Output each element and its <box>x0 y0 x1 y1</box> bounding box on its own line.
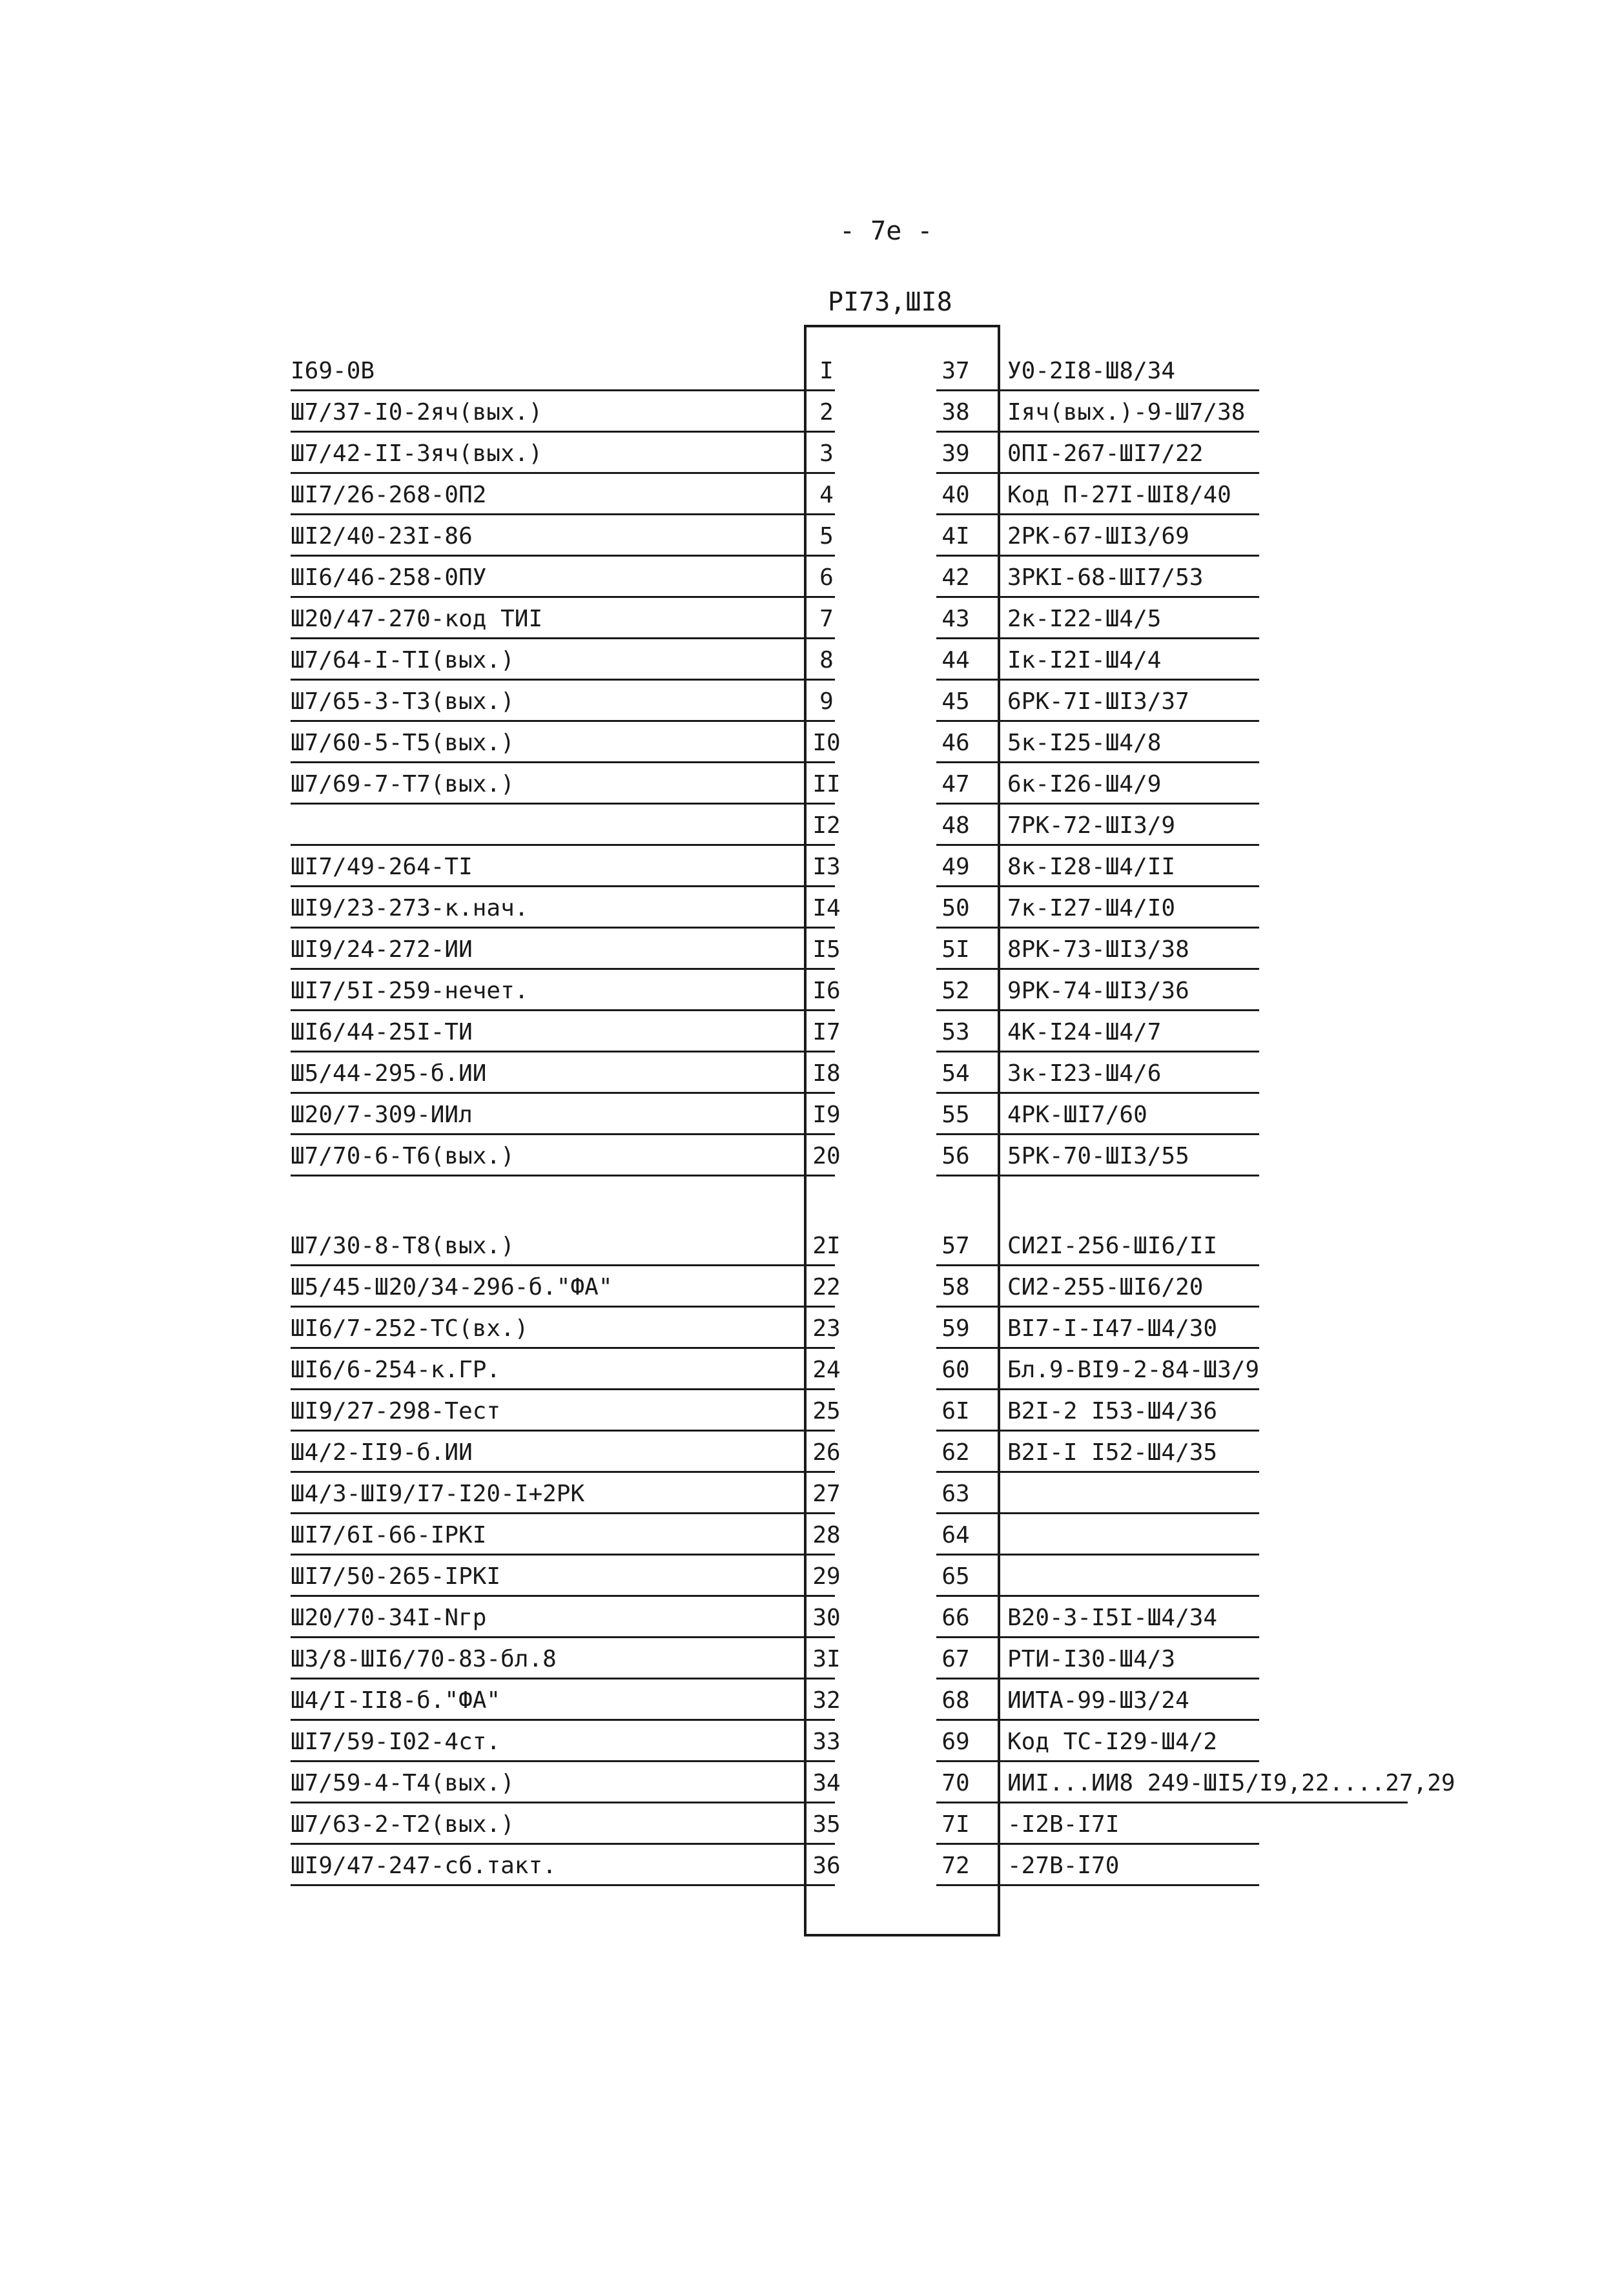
left-pin-line <box>291 720 835 722</box>
left-pin-number: 9 <box>819 688 834 715</box>
right-pin-line <box>936 927 1259 929</box>
left-pin-number: I7 <box>812 1019 841 1045</box>
left-pin-label: ШI7/49-264-TI <box>291 854 473 880</box>
right-pin-line <box>936 472 1259 474</box>
left-pin-number: 2 <box>819 399 834 426</box>
left-pin-label: ШI7/59-I02-4ст. <box>291 1729 501 1755</box>
left-pin-line <box>291 1430 835 1432</box>
left-pin-number: I2 <box>812 812 841 839</box>
right-pin-label: 4РК-ШI7/60 <box>1007 1102 1147 1128</box>
right-pin-number: 42 <box>941 564 970 591</box>
left-pin-number: 8 <box>819 647 834 673</box>
right-pin-line <box>936 1678 1259 1679</box>
right-pin-line <box>936 1347 1259 1349</box>
left-pin-label: Ш7/59-4-T4(вых.) <box>291 1770 515 1796</box>
right-pin-line <box>936 1512 1259 1514</box>
right-pin-number: 65 <box>941 1563 970 1590</box>
left-pin-number: I4 <box>812 895 841 921</box>
right-pin-number: 5I <box>941 936 970 963</box>
left-pin-number: 26 <box>812 1439 841 1466</box>
right-pin-label: Бл.9-BI9-2-84-Ш3/9 <box>1007 1357 1260 1383</box>
right-pin-line <box>936 1884 1259 1886</box>
right-pin-line <box>936 1264 1259 1266</box>
right-pin-number: 67 <box>941 1646 970 1672</box>
right-pin-number: 40 <box>941 482 970 508</box>
right-pin-line <box>936 1306 1259 1308</box>
left-pin-label: Ш3/8-ШI6/70-83-бл.8 <box>291 1646 557 1672</box>
right-pin-number: 43 <box>941 606 970 632</box>
left-pin-number: 34 <box>812 1770 841 1796</box>
left-pin-number: I9 <box>812 1102 841 1128</box>
right-pin-number: 48 <box>941 812 970 839</box>
left-pin-label: Ш7/69-7-T7(вых.) <box>291 771 515 797</box>
left-pin-label: Ш7/42-II-3яч(вых.) <box>291 440 543 467</box>
right-pin-label: 8РК-73-ШI3/38 <box>1007 936 1189 963</box>
left-pin-label: Ш4/I-II8-б."ФА" <box>291 1687 501 1714</box>
left-pin-line <box>291 1051 835 1053</box>
left-pin-number: 28 <box>812 1522 841 1548</box>
left-pin-number: II <box>812 771 841 797</box>
left-pin-label: Ш7/30-8-T8(вых.) <box>291 1233 515 1259</box>
right-pin-label: СИ2-255-ШI6/20 <box>1007 1274 1204 1300</box>
right-pin-number: 63 <box>941 1481 970 1507</box>
right-pin-label: Iк-I2I-Ш4/4 <box>1007 647 1162 673</box>
right-pin-line <box>936 1595 1259 1597</box>
left-pin-line <box>291 1843 835 1845</box>
left-pin-line <box>291 1802 835 1803</box>
left-pin-label: ШI6/46-258-0ПУ <box>291 564 487 591</box>
left-pin-number: 29 <box>812 1563 841 1590</box>
right-pin-number: 50 <box>941 895 970 921</box>
left-pin-label: ШI6/6-254-к.ГР. <box>291 1357 501 1383</box>
left-pin-line <box>291 513 835 515</box>
left-pin-label: ШI9/24-272-ИИ <box>291 936 473 963</box>
right-pin-label: 3РКI-68-ШI7/53 <box>1007 564 1204 591</box>
right-pin-label: 7к-I27-Ш4/I0 <box>1007 895 1176 921</box>
right-pin-line <box>936 1388 1259 1390</box>
left-pin-label: ШI7/26-268-0П2 <box>291 482 487 508</box>
left-pin-label: I69-0B <box>291 358 375 384</box>
left-pin-label: ШI7/50-265-IРКI <box>291 1563 501 1590</box>
left-pin-label: ШI9/27-298-Тест <box>291 1398 501 1424</box>
right-pin-number: 45 <box>941 688 970 715</box>
right-pin-line <box>936 1843 1259 1845</box>
left-pin-line <box>291 637 835 639</box>
right-pin-number: 56 <box>941 1143 970 1169</box>
left-pin-number: I0 <box>812 730 841 756</box>
right-pin-number: 59 <box>941 1315 970 1342</box>
right-pin-number: 49 <box>941 854 970 880</box>
left-pin-label: Ш20/7-309-ИИл <box>291 1102 473 1128</box>
right-pin-line <box>936 596 1259 598</box>
right-pin-number: 53 <box>941 1019 970 1045</box>
right-pin-number: 64 <box>941 1522 970 1548</box>
left-pin-label: Ш5/45-Ш20/34-296-б."ФА" <box>291 1274 613 1300</box>
right-pin-number: 4I <box>941 523 970 549</box>
left-pin-number: 4 <box>819 482 834 508</box>
left-pin-number: 23 <box>812 1315 841 1342</box>
left-pin-number: 27 <box>812 1481 841 1507</box>
right-pin-number: 57 <box>941 1233 970 1259</box>
left-pin-line <box>291 1760 835 1762</box>
right-pin-label: Код П-27I-ШI8/40 <box>1007 482 1231 508</box>
left-pin-line <box>291 1636 835 1638</box>
left-pin-number: 5 <box>819 523 834 549</box>
left-pin-label: Ш7/64-I-TI(вых.) <box>291 647 515 673</box>
left-pin-line <box>291 555 835 557</box>
right-pin-label: ИИТА-99-Ш3/24 <box>1007 1687 1189 1714</box>
right-pin-line <box>936 513 1259 515</box>
left-pin-label: Ш7/63-2-T2(вых.) <box>291 1811 515 1838</box>
left-pin-line <box>291 844 835 846</box>
left-pin-label: Ш20/70-34I-Nгр <box>291 1605 487 1631</box>
left-pin-number: 25 <box>812 1398 841 1424</box>
left-pin-line <box>291 1512 835 1514</box>
left-pin-number: 2I <box>812 1233 841 1259</box>
right-pin-label: ИИI...ИИ8 249-ШI5/I9,22....27,29 <box>1007 1770 1455 1796</box>
right-pin-line <box>936 1009 1259 1011</box>
right-pin-number: 66 <box>941 1605 970 1631</box>
right-pin-label: СИ2I-256-ШI6/II <box>1007 1233 1218 1259</box>
right-pin-number: 6I <box>941 1398 970 1424</box>
left-pin-label: ШI6/44-25I-ТИ <box>291 1019 473 1045</box>
right-pin-label: -27B-I70 <box>1007 1853 1120 1879</box>
left-pin-number: 7 <box>819 606 834 632</box>
right-pin-number: 72 <box>941 1853 970 1879</box>
right-pin-label: 5к-I25-Ш4/8 <box>1007 730 1162 756</box>
right-pin-label: РТИ-I30-Ш4/3 <box>1007 1646 1176 1672</box>
right-pin-line <box>936 1175 1259 1176</box>
right-pin-label: Iяч(вых.)-9-Ш7/38 <box>1007 399 1246 426</box>
right-pin-number: 60 <box>941 1357 970 1383</box>
left-pin-label: Ш5/44-295-б.ИИ <box>291 1060 487 1087</box>
right-pin-line <box>936 720 1259 722</box>
left-pin-line <box>291 389 835 391</box>
right-pin-label: BI7-I-I47-Ш4/30 <box>1007 1315 1218 1342</box>
left-pin-line <box>291 1884 835 1886</box>
left-pin-line <box>291 968 835 970</box>
left-pin-label: ШI6/7-252-ТС(вх.) <box>291 1315 529 1342</box>
left-pin-line <box>291 885 835 887</box>
left-pin-label: ШI2/40-23I-86 <box>291 523 473 549</box>
left-pin-line <box>291 472 835 474</box>
right-pin-label: 9РК-74-ШI3/36 <box>1007 978 1189 1004</box>
left-pin-label: ШI7/5I-259-нечет. <box>291 978 529 1004</box>
left-pin-line <box>291 927 835 929</box>
left-pin-number: I5 <box>812 936 841 963</box>
right-pin-number: 54 <box>941 1060 970 1087</box>
right-pin-line <box>936 1554 1259 1556</box>
left-pin-number: I3 <box>812 854 841 880</box>
left-pin-line <box>291 1347 835 1349</box>
left-pin-label: ШI7/6I-66-IРКI <box>291 1522 487 1548</box>
right-pin-line <box>936 885 1259 887</box>
left-pin-number: 20 <box>812 1143 841 1169</box>
right-pin-line <box>936 761 1259 763</box>
left-pin-line <box>291 803 835 805</box>
left-pin-label: ШI9/23-273-к.нач. <box>291 895 529 921</box>
right-pin-number: 39 <box>941 440 970 467</box>
right-pin-line <box>936 844 1259 846</box>
right-pin-number: 52 <box>941 978 970 1004</box>
right-pin-line <box>936 968 1259 970</box>
right-pin-number: 68 <box>941 1687 970 1714</box>
left-pin-number: 3 <box>819 440 834 467</box>
left-pin-number: 36 <box>812 1853 841 1879</box>
left-pin-number: 3I <box>812 1646 841 1672</box>
right-pin-line <box>936 555 1259 557</box>
right-pin-line <box>936 431 1259 433</box>
right-pin-label: 7РК-72-ШI3/9 <box>1007 812 1176 839</box>
right-pin-label: 4К-I24-Ш4/7 <box>1007 1019 1162 1045</box>
left-pin-line <box>291 1264 835 1266</box>
left-pin-label: Ш4/3-ШI9/I7-I20-I+2РК <box>291 1481 585 1507</box>
right-pin-line <box>936 637 1259 639</box>
left-pin-label: Ш7/60-5-T5(вых.) <box>291 730 515 756</box>
right-pin-label: 8к-I28-Ш4/II <box>1007 854 1176 880</box>
right-pin-number: 69 <box>941 1729 970 1755</box>
right-pin-line <box>936 1636 1259 1638</box>
left-pin-label: ШI9/47-247-сб.такт. <box>291 1853 557 1879</box>
left-pin-line <box>291 761 835 763</box>
left-pin-number: 30 <box>812 1605 841 1631</box>
right-pin-label: 6к-I26-Ш4/9 <box>1007 771 1162 797</box>
right-pin-label: 5РК-70-ШI3/55 <box>1007 1143 1189 1169</box>
left-pin-line <box>291 1133 835 1135</box>
right-pin-line <box>936 1133 1259 1135</box>
right-pin-number: 47 <box>941 771 970 797</box>
right-label-separator <box>998 362 1000 1885</box>
left-pin-line <box>291 1306 835 1308</box>
right-pin-label: 3к-I23-Ш4/6 <box>1007 1060 1162 1087</box>
right-pin-label: 0ПI-267-ШI7/22 <box>1007 440 1204 467</box>
right-pin-label: 6РК-7I-ШI3/37 <box>1007 688 1189 715</box>
left-pin-line <box>291 1678 835 1679</box>
left-pin-label: Ш4/2-II9-б.ИИ <box>291 1439 473 1466</box>
left-pin-number: 33 <box>812 1729 841 1755</box>
left-pin-line <box>291 1009 835 1011</box>
right-pin-line <box>936 1471 1259 1473</box>
left-pin-number: 24 <box>812 1357 841 1383</box>
right-pin-number: 55 <box>941 1102 970 1128</box>
left-pin-number: I6 <box>812 978 841 1004</box>
right-pin-label: -I2B-I7I <box>1007 1811 1120 1838</box>
left-pin-line <box>291 596 835 598</box>
right-pin-line <box>936 1802 1408 1803</box>
left-pin-line <box>291 1595 835 1597</box>
left-pin-line <box>291 679 835 681</box>
right-pin-number: 46 <box>941 730 970 756</box>
left-pin-line <box>291 1388 835 1390</box>
left-pin-number: I <box>819 358 834 384</box>
left-pin-line <box>291 1719 835 1721</box>
right-pin-number: 58 <box>941 1274 970 1300</box>
right-pin-label: Код ТС-I29-Ш4/2 <box>1007 1729 1218 1755</box>
left-pin-label: Ш7/70-6-T6(вых.) <box>291 1143 515 1169</box>
left-pin-line <box>291 1471 835 1473</box>
right-pin-label: У0-2I8-Ш8/34 <box>1007 358 1176 384</box>
right-pin-line <box>936 1719 1259 1721</box>
left-pin-line <box>291 1092 835 1094</box>
right-pin-label: B2I-I I52-Ш4/35 <box>1007 1439 1218 1466</box>
page-number: - 7e - <box>839 216 933 246</box>
left-pin-line <box>291 1554 835 1556</box>
left-pin-label: Ш7/65-3-T3(вых.) <box>291 688 515 715</box>
right-pin-label: 2РК-67-ШI3/69 <box>1007 523 1189 549</box>
right-pin-line <box>936 1430 1259 1432</box>
right-pin-number: 70 <box>941 1770 970 1796</box>
left-pin-label: Ш7/37-I0-2яч(вых.) <box>291 399 543 426</box>
left-pin-number: 35 <box>812 1811 841 1838</box>
left-pin-line <box>291 1175 835 1176</box>
right-pin-number: 62 <box>941 1439 970 1466</box>
left-pin-line <box>291 431 835 433</box>
right-pin-line <box>936 1051 1259 1053</box>
right-pin-line <box>936 389 1259 391</box>
right-pin-line <box>936 803 1259 805</box>
right-pin-line <box>936 679 1259 681</box>
right-pin-number: 44 <box>941 647 970 673</box>
right-pin-label: 2к-I22-Ш4/5 <box>1007 606 1162 632</box>
left-pin-number: 22 <box>812 1274 841 1300</box>
right-pin-label: B20-3-I5I-Ш4/34 <box>1007 1605 1218 1631</box>
right-pin-line <box>936 1760 1259 1762</box>
left-pin-number: 32 <box>812 1687 841 1714</box>
right-pin-number: 37 <box>941 358 970 384</box>
connector-title: PI73,ШI8 <box>828 287 952 317</box>
left-pin-number: 6 <box>819 564 834 591</box>
right-pin-label: B2I-2 I53-Ш4/36 <box>1007 1398 1218 1424</box>
left-pin-number: I8 <box>812 1060 841 1087</box>
right-pin-line <box>936 1092 1259 1094</box>
left-pin-label: Ш20/47-270-код ТИI <box>291 606 543 632</box>
right-pin-number: 7I <box>941 1811 970 1838</box>
right-pin-number: 38 <box>941 399 970 426</box>
